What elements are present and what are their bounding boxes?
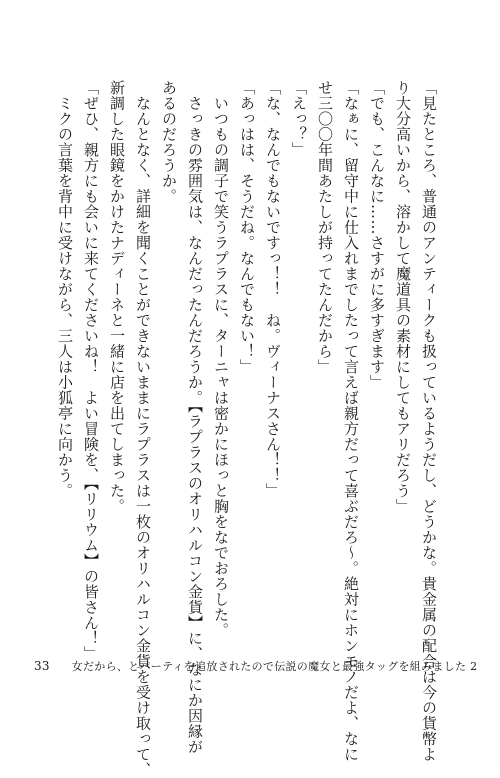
text-line: さっきの雰囲気は、なんだったんだろうか。【ラプラスのオリハルコン金貨】に、なにか因縁が [186,80,204,755]
text-line: 「あっはは、そうだね。なんでもない！」 [238,80,256,375]
text-line: 「見たところ、普通のアンティークも扱っているようだし、どうかな。貴金属の配合は今の貨幣よ [420,80,438,762]
text-line: 「でも、こんなに……さすがに多すぎます」 [368,80,386,390]
page-footer [34,658,477,674]
text-line: り大分高いから、溶かして魔道具の素材にしてもアリだろう」 [394,80,412,514]
text-line: ミクの言葉を背中に受けながら、三人は小狐亭に向かう。 [56,80,74,499]
text-line: 「えっ？」 [290,80,308,158]
running-title: 女だから、とパーティを追放されたので伝説の魔女と最強タッグを組みました 2 [71,660,478,673]
text-line: なんとなく、詳細を聞くことができないままにラプラスは一枚のオリハルコン金貨を受け取って、 [134,80,152,778]
text-line: いつもの調子で笑うラプラスに、ターニャは密かにほっと胸をなでおろした。 [212,80,230,638]
page-number: 33 [34,659,50,673]
text-line: 「ぜひ、親方にも会いに来てくださいね！ よい冒険を、【リリウム】の皆さん！」 [82,80,100,662]
text-line: 新調した眼鏡をかけたナディーネと一緒に店を出てしまった。 [108,80,126,514]
text-line: あるのだろうか。 [160,80,178,204]
text-line: 「な、なんでもないですっ！！ ね。ヴィーナスさん！！」 [264,80,282,499]
text-line: 「なぁに、留守中に仕入れまでしたって言えば親方だって喜ぶだろ～。絶対にホンモノだよ、なに [342,80,360,762]
text-line: せ三〇〇年間あたしが持ってたんだから」 [316,80,334,375]
